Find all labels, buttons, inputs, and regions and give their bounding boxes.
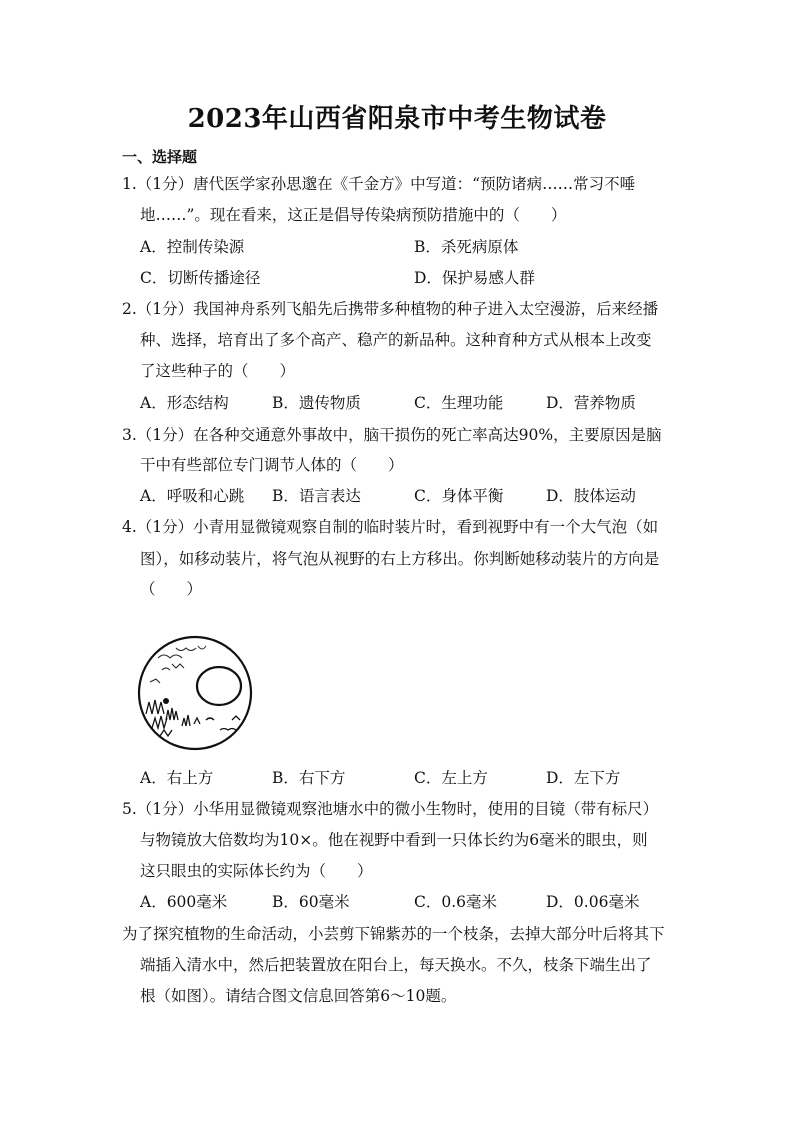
- question-4-line-3: （ ）: [140, 580, 203, 598]
- microscope-field-figure: [136, 634, 254, 752]
- passage-line-2: 端插入清水中，然后把装置放在阳台上，每天换水。不久，枝条下端生出了: [140, 956, 652, 974]
- question-1-option-b: B．杀死病原体: [414, 238, 519, 256]
- question-4-option-a: A．右上方: [140, 769, 214, 787]
- question-1-option-c: C．切断传播途径: [140, 269, 261, 287]
- section-heading: 一、选择题: [122, 148, 198, 166]
- question-5-option-b: B．60毫米: [272, 893, 350, 911]
- question-5-option-a: A．600毫米: [140, 893, 228, 911]
- question-4-option-d: D．左下方: [546, 769, 621, 787]
- question-4-option-b: B．右下方: [272, 769, 346, 787]
- page-title: 2023年山西省阳泉市中考生物试卷: [187, 104, 607, 134]
- question-4-line-1: 4.（1分）小青用显微镜观察自制的临时装片时，看到视野中有一个大气泡（如: [122, 518, 659, 536]
- question-3-option-b: B．语言表达: [272, 487, 361, 505]
- question-3-option-a: A．呼吸和心跳: [140, 487, 245, 505]
- question-2-line-1: 2.（1分）我国神舟系列飞船先后携带多种植物的种子进入太空漫游，后来经播: [122, 300, 659, 318]
- question-2-option-d: D．营养物质: [546, 394, 636, 412]
- question-2-option-a: A．形态结构: [140, 394, 229, 412]
- question-3-option-d: D．肢体运动: [546, 487, 636, 505]
- question-3-line-2: 干中有些部位专门调节人体的（ ）: [140, 456, 404, 474]
- question-5-line-1: 5.（1分）小华用显微镜观察池塘水中的微小生物时，使用的目镜（带有标尺）: [122, 800, 659, 818]
- question-2-line-3: 了这些种子的（ ）: [140, 362, 296, 380]
- question-2-option-b: B．遗传物质: [272, 394, 361, 412]
- question-1-line-1: 1.（1分）唐代医学家孙思邈在《千金方》中写道：“预防诸病……常习不唾: [122, 175, 636, 193]
- question-1-option-a: A．控制传染源: [140, 238, 245, 256]
- passage-line-1: 为了探究植物的生命活动，小芸剪下锦紫苏的一个枝条，去掉大部分叶后将其下: [122, 925, 665, 943]
- question-3-option-c: C．身体平衡: [414, 487, 504, 505]
- question-5-option-c: C．0.6毫米: [414, 893, 498, 911]
- question-4-option-c: C．左上方: [414, 769, 488, 787]
- question-4-line-2: 图），如移动装片，将气泡从视野的右上方移出。你判断她移动装片的方向是: [140, 550, 660, 568]
- question-2-option-c: C．生理功能: [414, 394, 504, 412]
- question-5-line-3: 这只眼虫的实际体长约为（ ）: [140, 862, 373, 880]
- question-5-option-d: D．0.06毫米: [546, 893, 640, 911]
- question-1-line-2: 地……”。现在看来，这正是倡导传染病预防措施中的（ ）: [140, 206, 567, 224]
- question-2-line-2: 种、选择，培育出了多个高产、稳产的新品种。这种育种方式从根本上改变: [140, 331, 652, 349]
- passage-line-3: 根（如图）。请结合图文信息回答第6～10题。: [140, 987, 457, 1005]
- question-5-line-2: 与物镜放大倍数均为10×。他在视野中看到一只体长约为6毫米的眼虫，则: [140, 831, 648, 849]
- question-1-option-d: D．保护易感人群: [414, 269, 535, 287]
- question-3-line-1: 3.（1分）在各种交通意外事故中，脑干损伤的死亡率高达90%，主要原因是脑: [122, 426, 662, 444]
